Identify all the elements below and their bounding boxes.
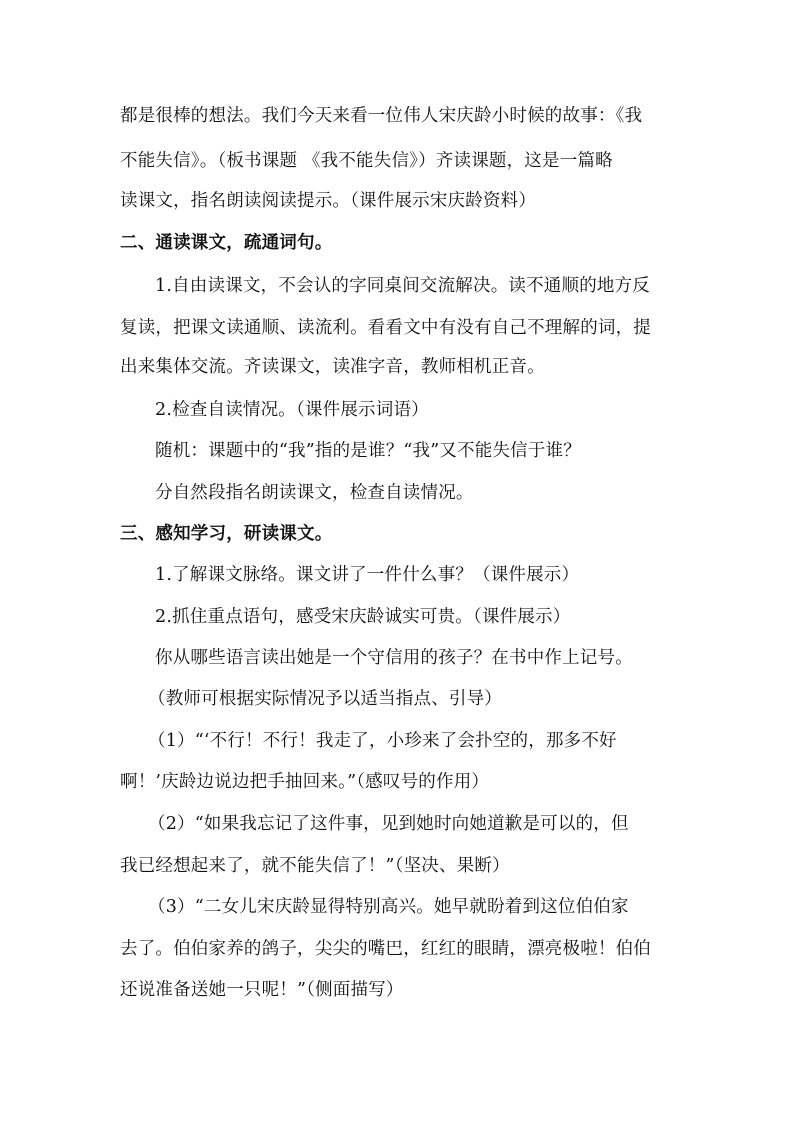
paragraph-line: 2.抓住重点语句，感受宋庆龄诚实可贵。（课件展示）: [155, 607, 571, 627]
paragraph-line: 不能失信》。（板书课题 《我不能失信》）齐读课题，这是一篇略: [120, 151, 613, 171]
paragraph-line: 1.了解课文脉络。课文讲了一件什么事？（课件展示）: [155, 565, 580, 585]
paragraph-line: 我已经想起来了，就不能失信了！”（坚决、果断）: [120, 856, 510, 876]
paragraph-line: 2.检查自读情况。（课件展示词语）: [155, 400, 429, 420]
paragraph-line: （3）“二女儿宋庆龄显得特别高兴。她早就盼着到这位伯伯家: [148, 897, 629, 917]
paragraph-line: 还说准备送她一只呢！”（侧面描写）: [120, 980, 404, 1000]
paragraph-line: 去了。伯伯家养的鸽子，尖尖的嘴巴，红红的眼睛，漂亮极啦！伯伯: [120, 939, 651, 959]
paragraph-line: 1.自由读课文，不会认的字同桌间交流解决。读不通顺的地方反: [155, 276, 650, 296]
paragraph-line: 复读，把课文读通顺、读流利。看看文中有没有自己不理解的词，提: [120, 318, 651, 338]
paragraph-line: 分自然段指名朗读课文，检查自读情况。: [155, 483, 474, 503]
paragraph-line: 随机：课题中的“我”指的是谁？“我”又不能失信于谁？: [155, 441, 581, 461]
paragraph-line: （2）“如果我忘记了这件事，见到她时向她道歉是可以的，但: [148, 814, 629, 834]
section-heading: 二、通读课文，疏通词句。: [120, 233, 333, 253]
paragraph-line: 啊！’庆龄边说边把手抽回来。”（感叹号的作用）: [120, 772, 490, 792]
paragraph-line: 读课文，指名朗读阅读提示。（课件展示宋庆龄资料）: [120, 191, 537, 211]
paragraph-line: 都是很棒的想法。我们今天来看一位伟人宋庆龄小时候的故事：《我: [120, 106, 643, 126]
section-heading: 三、感知学习，研读课文。: [120, 524, 333, 544]
paragraph-line: 出来集体交流。齐读课文，读准字音，教师相机正音。: [120, 357, 545, 377]
paragraph-line: （1）“‘不行！不行！我走了，小珍来了会扑空的，那多不好: [148, 731, 617, 751]
paragraph-line: （教师可根据实际情况予以适当指点、引导）: [148, 689, 502, 709]
paragraph-line: 你从哪些语言读出她是一个守信用的孩子？在书中作上记号。: [155, 648, 633, 668]
